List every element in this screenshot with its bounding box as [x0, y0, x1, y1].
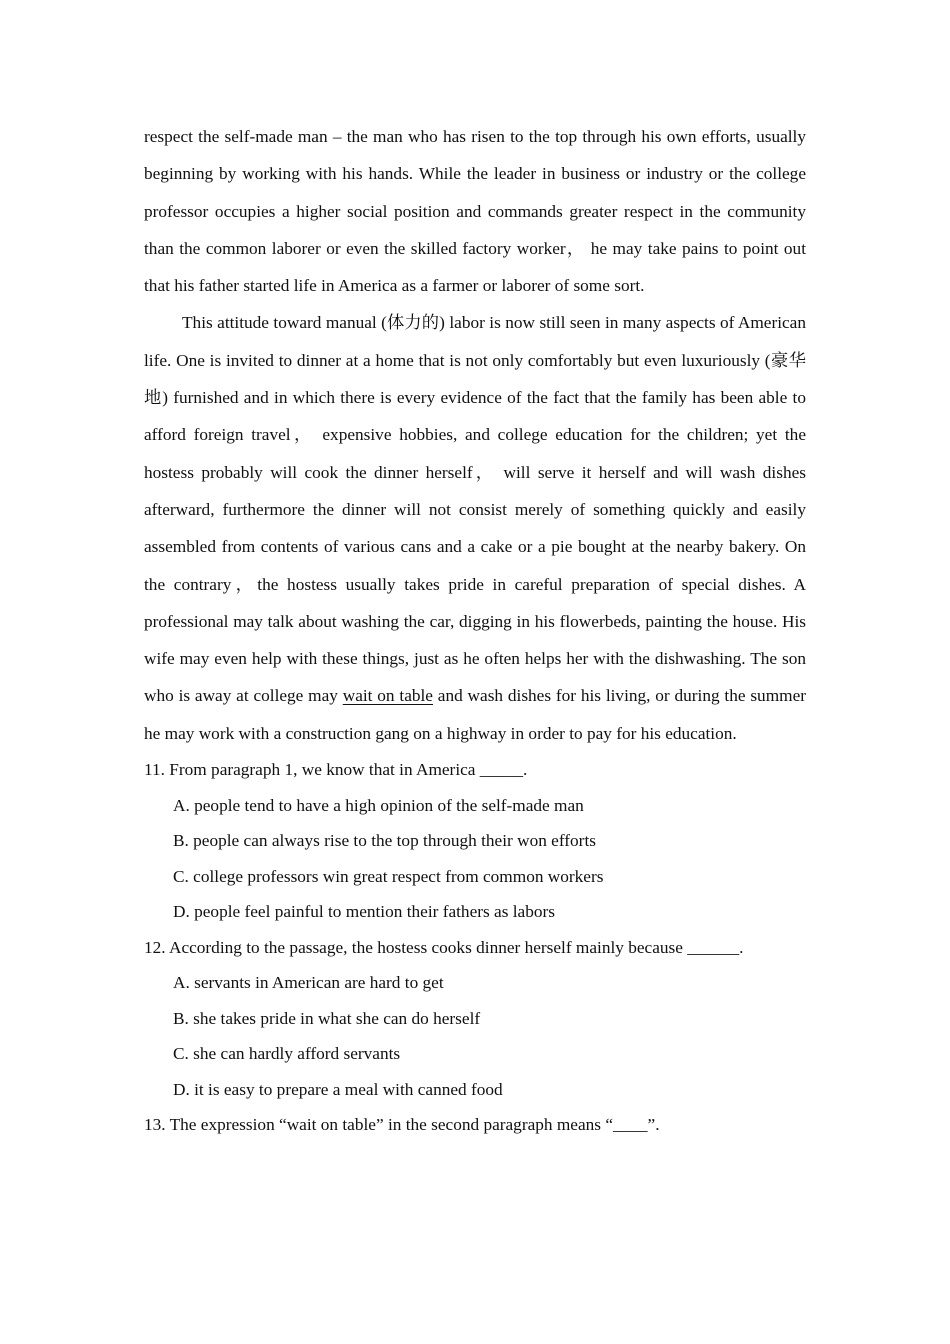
option-d: D. it is easy to prepare a meal with canned food: [173, 1079, 503, 1099]
underlined-phrase: wait on table: [342, 686, 433, 706]
question-11: [144, 752, 806, 930]
option-d: D. people feel painful to mention their fathers as labors: [173, 902, 555, 922]
option-c: C. college professors win great respect from common workers: [173, 866, 604, 886]
option-a: A. servants in American are hard to get: [173, 973, 444, 993]
option-c: C. she can hardly afford servants: [173, 1044, 401, 1064]
option-a: A. people tend to have a high opinion of the self-made man: [173, 795, 584, 815]
question-12: [144, 930, 806, 1108]
document-page: [144, 118, 806, 1143]
option-b: B. people can always rise to the top through their won efforts: [173, 831, 596, 851]
paragraph-2-text-end: and wash dishes for his living, or during the summer he may work with a construction gang on a highway in order to pay for his education.: [144, 686, 807, 743]
paragraph-2-text-start: This attitude toward manual (体力的) labor is now still seen in many aspects of American life. One is invited to dinner at a home that is not only comfortably but even luxuriously (豪华地) furnished and in which there is every evidence of the fact that the family has been able to afford foreign travel， expensive hobbies, and college education for the children; yet the hostess probably will cook the dinner herself， will serve it herself and will wash dishes afterward, furthermore the dinner will not consist merely of something quickly and easily assembled from contents of various cans and a cake or a pie bought at the nearby bakery. On the contrary，the hostess usually takes pride in careful preparation of special dishes. A professional may talk about washing the car, digging in his flowerbeds, painting the house. His wife may even help with these things, just as he often helps her with the dishwashing. The son who is away at college may: [144, 313, 806, 706]
question-stem: 12. According to the passage, the hostess cooks dinner herself mainly because ______.: [144, 937, 744, 957]
passage-paragraph-1: respect the self-made man – the man who has risen to the top through his own efforts, usually beginning by working with his hands. While the leader in business or industry or the college professor occupies a higher social position and commands greater respect in the community than the common laborer or even the skilled factory worker， he may take pains to point out that his father started life in America as a farmer or laborer of some sort.: [144, 127, 806, 296]
question-stem: 13. The expression “wait on table” in the second paragraph means “____”.: [144, 1115, 660, 1135]
question-stem: 11. From paragraph 1, we know that in America _____.: [144, 760, 528, 780]
option-b: B. she takes pride in what she can do herself: [173, 1008, 481, 1028]
passage-paragraph-2: [144, 304, 806, 752]
question-13: [144, 1107, 806, 1143]
